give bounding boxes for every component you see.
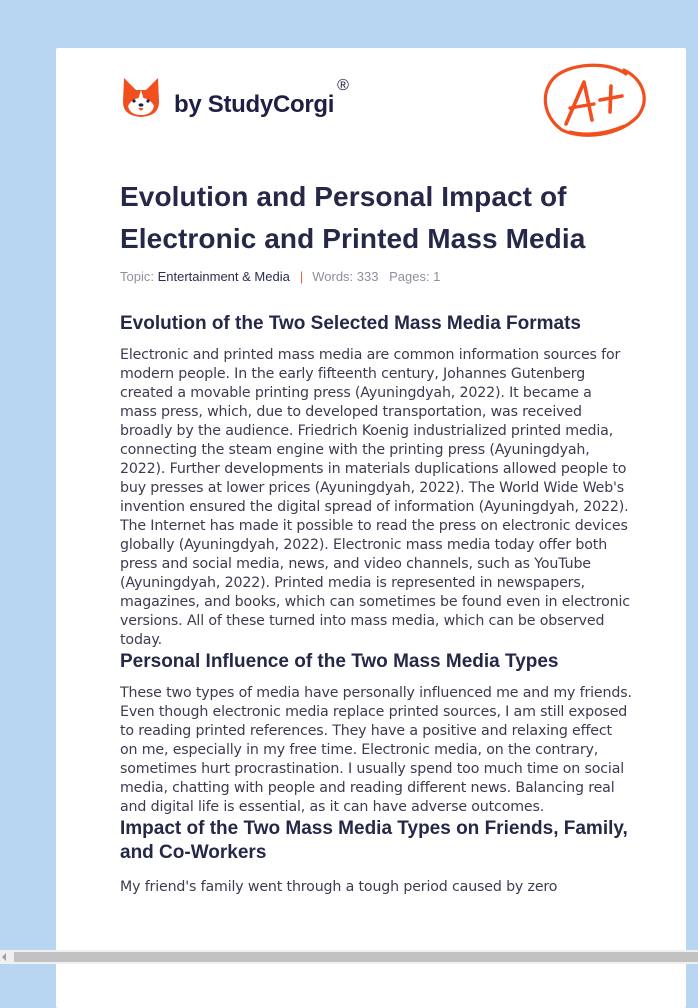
brand-name: by StudyCorgi xyxy=(174,91,335,118)
word-count: Words: 333 xyxy=(312,269,379,284)
paper-meta xyxy=(120,269,440,284)
section-heading: Personal Influence of the Two Mass Media Types xyxy=(120,651,559,672)
topic-label: Topic: xyxy=(120,269,154,284)
section-heading: Evolution of the Two Selected Mass Media Formats xyxy=(120,313,582,334)
scroll-left-arrow-icon[interactable] xyxy=(2,953,6,961)
horizontal-scrollbar[interactable] xyxy=(0,950,698,964)
section-paragraph: Electronic and printed mass media are common information sources for modern people. In the early fifteenth century, Johannes Gutenberg created a movable printing press (Ayuningdyah, 2022). It became a mass press, which, due to developed transportation, was received broadly by the audience. Friedrich Koenig industrialized printed media, connecting the steam engine with the printing press (Ayuningdyah, 2022). Further developments in materials duplications allowed people to buy presses at lower prices (Ayuningdyah, 2022). The World Wide Web's invention ensured the digital spread of information (Ayuningdyah, 2022). The Internet has made it possible to read the press on electronic devices globally (Ayuningdyah, 2022). Electronic mass media today offer both press and social media, news, and video channels, such as YouTube (Ayuningdyah, 2022). Printed media is represented in newspapers, magazines, and books, which can sometimes be found even in electronic versions. All of these turned into mass media, which can be observed today. xyxy=(120,347,630,648)
corgi-icon xyxy=(122,76,160,120)
paper-title: Evolution and Personal Impact of Electronic and Printed Mass Media xyxy=(120,181,586,254)
meta-separator: | xyxy=(299,269,304,284)
paper-body xyxy=(120,310,632,897)
section-paragraph: My friend's family went through a tough period caused by zero xyxy=(120,879,558,895)
studycorgi-logo[interactable] xyxy=(122,76,349,120)
page-count: Pages: 1 xyxy=(389,269,441,284)
document-page xyxy=(56,48,686,1008)
topic-link[interactable]: Entertainment & Media xyxy=(157,269,290,284)
section-heading: Impact of the Two Mass Media Types on Friends, Family, and Co-Workers xyxy=(120,818,628,863)
section-paragraph: These two types of media have personally influenced me and my friends. Even though electronic media replace printed sources, I am still exposed to reading printed references. They have a positive and relaxing effect on me, especially in my free time. Electronic media, on the contrary, sometimes hurt procrastination. I usually spend too much time on social media, chatting with people and reading different news. Balancing real and digital life is essential, as it can have adverse outcomes. xyxy=(120,685,632,815)
registered-mark: ® xyxy=(337,77,349,94)
scrollbar-thumb[interactable] xyxy=(14,952,698,962)
a-plus-grade-icon xyxy=(540,60,648,140)
